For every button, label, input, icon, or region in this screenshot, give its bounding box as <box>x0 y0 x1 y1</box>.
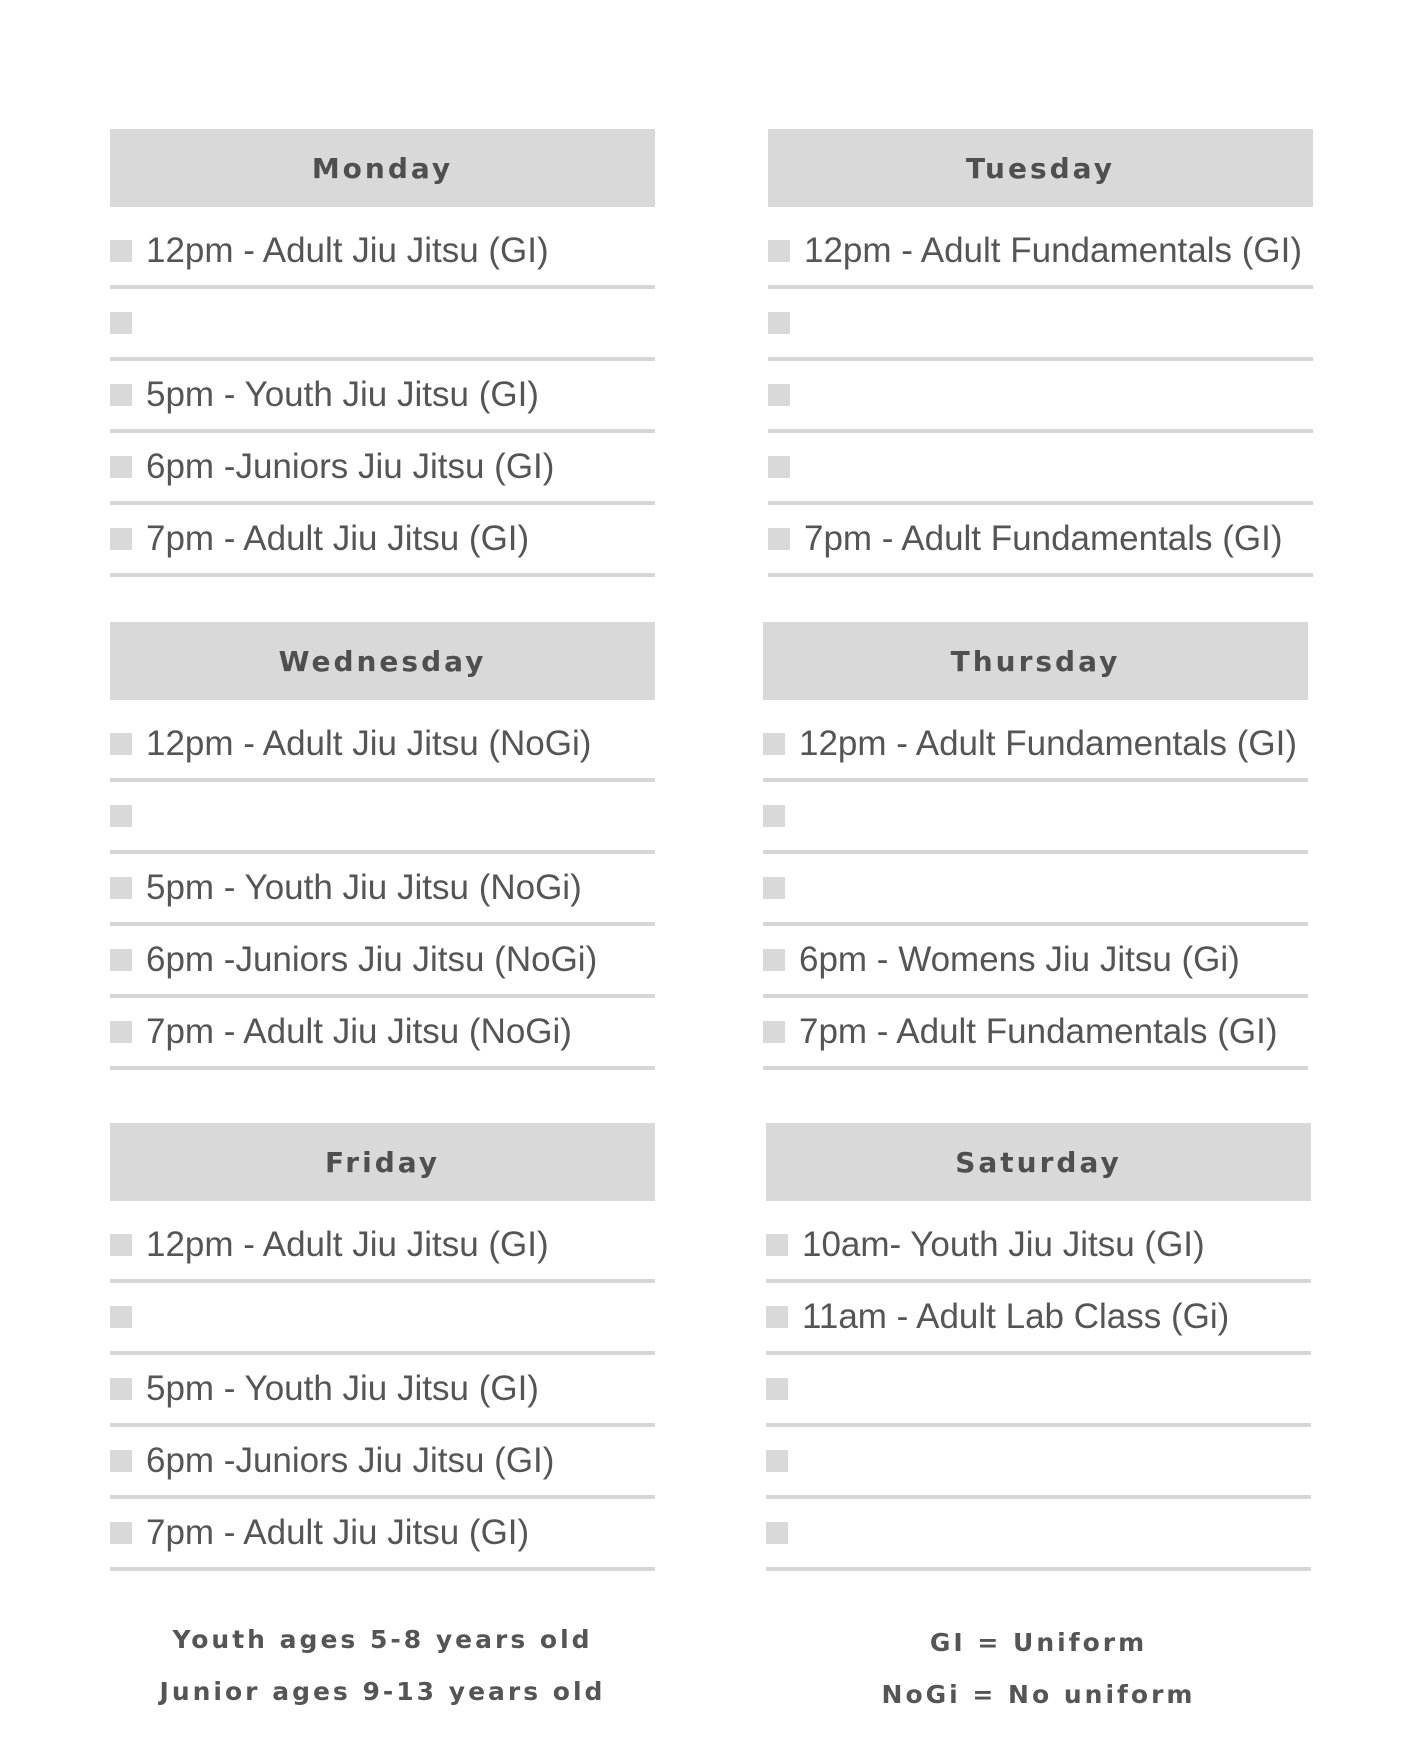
class-label: 6pm -Juniors Jiu Jitsu (NoGi) <box>146 940 598 979</box>
checkbox[interactable] <box>766 1450 788 1472</box>
class-row <box>110 361 655 433</box>
day-header: Tuesday <box>768 129 1313 207</box>
class-row <box>110 926 655 998</box>
class-label: 6pm - Womens Jiu Jitsu (Gi) <box>799 940 1240 979</box>
checkbox[interactable] <box>110 312 132 334</box>
class-row <box>110 1355 655 1427</box>
class-label: 12pm - Adult Jiu Jitsu (GI) <box>146 231 549 270</box>
day-friday <box>110 1123 655 1571</box>
checkbox[interactable] <box>110 1450 132 1472</box>
checkbox[interactable] <box>110 240 132 262</box>
checkbox[interactable] <box>763 805 785 827</box>
class-row <box>110 998 655 1070</box>
class-label: 5pm - Youth Jiu Jitsu (NoGi) <box>146 868 582 907</box>
day-header: Wednesday <box>110 622 655 700</box>
day-monday <box>110 129 655 577</box>
class-row <box>110 217 655 289</box>
class-label: 12pm - Adult Jiu Jitsu (NoGi) <box>146 724 592 763</box>
checkbox[interactable] <box>768 456 790 478</box>
class-row <box>763 854 1308 926</box>
day-saturday <box>766 1123 1311 1571</box>
class-row <box>766 1211 1311 1283</box>
checkbox[interactable] <box>763 733 785 755</box>
checkbox[interactable] <box>110 384 132 406</box>
day-tuesday <box>768 129 1313 577</box>
class-label: 5pm - Youth Jiu Jitsu (GI) <box>146 375 539 414</box>
checkbox[interactable] <box>768 384 790 406</box>
checkbox[interactable] <box>110 949 132 971</box>
class-label: 10am- Youth Jiu Jitsu (GI) <box>802 1225 1205 1264</box>
checkbox[interactable] <box>110 456 132 478</box>
footer-gi-legend: GI = Uniform <box>929 1628 1148 1657</box>
checkbox[interactable] <box>110 877 132 899</box>
checkbox[interactable] <box>763 1021 785 1043</box>
class-row <box>768 505 1313 577</box>
checkbox[interactable] <box>110 1306 132 1328</box>
day-header: Friday <box>110 1123 655 1201</box>
class-label: 7pm - Adult Fundamentals (GI) <box>799 1012 1278 1051</box>
day-header: Saturday <box>766 1123 1311 1201</box>
class-row <box>110 1427 655 1499</box>
day-header: Monday <box>110 129 655 207</box>
class-row <box>768 361 1313 433</box>
class-label: 12pm - Adult Fundamentals (GI) <box>799 724 1297 763</box>
class-row <box>110 1211 655 1283</box>
day-header: Thursday <box>763 622 1308 700</box>
class-label: 7pm - Adult Jiu Jitsu (GI) <box>146 1513 530 1552</box>
class-row <box>768 217 1313 289</box>
class-row <box>110 433 655 505</box>
class-row <box>766 1355 1311 1427</box>
class-label: 6pm -Juniors Jiu Jitsu (GI) <box>146 1441 555 1480</box>
class-row <box>763 710 1308 782</box>
checkbox[interactable] <box>766 1378 788 1400</box>
class-row <box>763 998 1308 1070</box>
class-row <box>110 1283 655 1355</box>
class-row <box>766 1427 1311 1499</box>
day-wednesday <box>110 622 655 1070</box>
class-row <box>763 926 1308 998</box>
class-row <box>766 1283 1311 1355</box>
class-label: 12pm - Adult Fundamentals (GI) <box>804 231 1302 270</box>
class-label: 7pm - Adult Fundamentals (GI) <box>804 519 1283 558</box>
class-row <box>110 1499 655 1571</box>
day-thursday <box>763 622 1308 1070</box>
class-row <box>763 782 1308 854</box>
checkbox[interactable] <box>766 1522 788 1544</box>
checkbox[interactable] <box>110 1234 132 1256</box>
class-row <box>766 1499 1311 1571</box>
checkbox[interactable] <box>110 528 132 550</box>
footer-youth-ages: Youth ages 5-8 years old <box>172 1625 593 1654</box>
checkbox[interactable] <box>110 733 132 755</box>
class-row <box>110 854 655 926</box>
class-row <box>768 289 1313 361</box>
footer-nogi-legend: NoGi = No uniform <box>881 1680 1196 1709</box>
class-row <box>768 433 1313 505</box>
checkbox[interactable] <box>768 528 790 550</box>
checkbox[interactable] <box>110 1021 132 1043</box>
class-label: 7pm - Adult Jiu Jitsu (GI) <box>146 519 530 558</box>
checkbox[interactable] <box>110 1378 132 1400</box>
checkbox[interactable] <box>110 1522 132 1544</box>
class-row <box>110 505 655 577</box>
checkbox[interactable] <box>768 312 790 334</box>
checkbox[interactable] <box>763 877 785 899</box>
checkbox[interactable] <box>766 1234 788 1256</box>
checkbox[interactable] <box>763 949 785 971</box>
class-row <box>110 710 655 782</box>
class-label: 5pm - Youth Jiu Jitsu (GI) <box>146 1369 539 1408</box>
class-row <box>110 782 655 854</box>
checkbox[interactable] <box>768 240 790 262</box>
class-row <box>110 289 655 361</box>
checkbox[interactable] <box>766 1306 788 1328</box>
footer-junior-ages: Junior ages 9-13 years old <box>159 1677 606 1706</box>
checkbox[interactable] <box>110 805 132 827</box>
class-label: 12pm - Adult Jiu Jitsu (GI) <box>146 1225 549 1264</box>
class-label: 11am - Adult Lab Class (Gi) <box>802 1297 1230 1336</box>
class-label: 7pm - Adult Jiu Jitsu (NoGi) <box>146 1012 572 1051</box>
class-label: 6pm -Juniors Jiu Jitsu (GI) <box>146 447 555 486</box>
